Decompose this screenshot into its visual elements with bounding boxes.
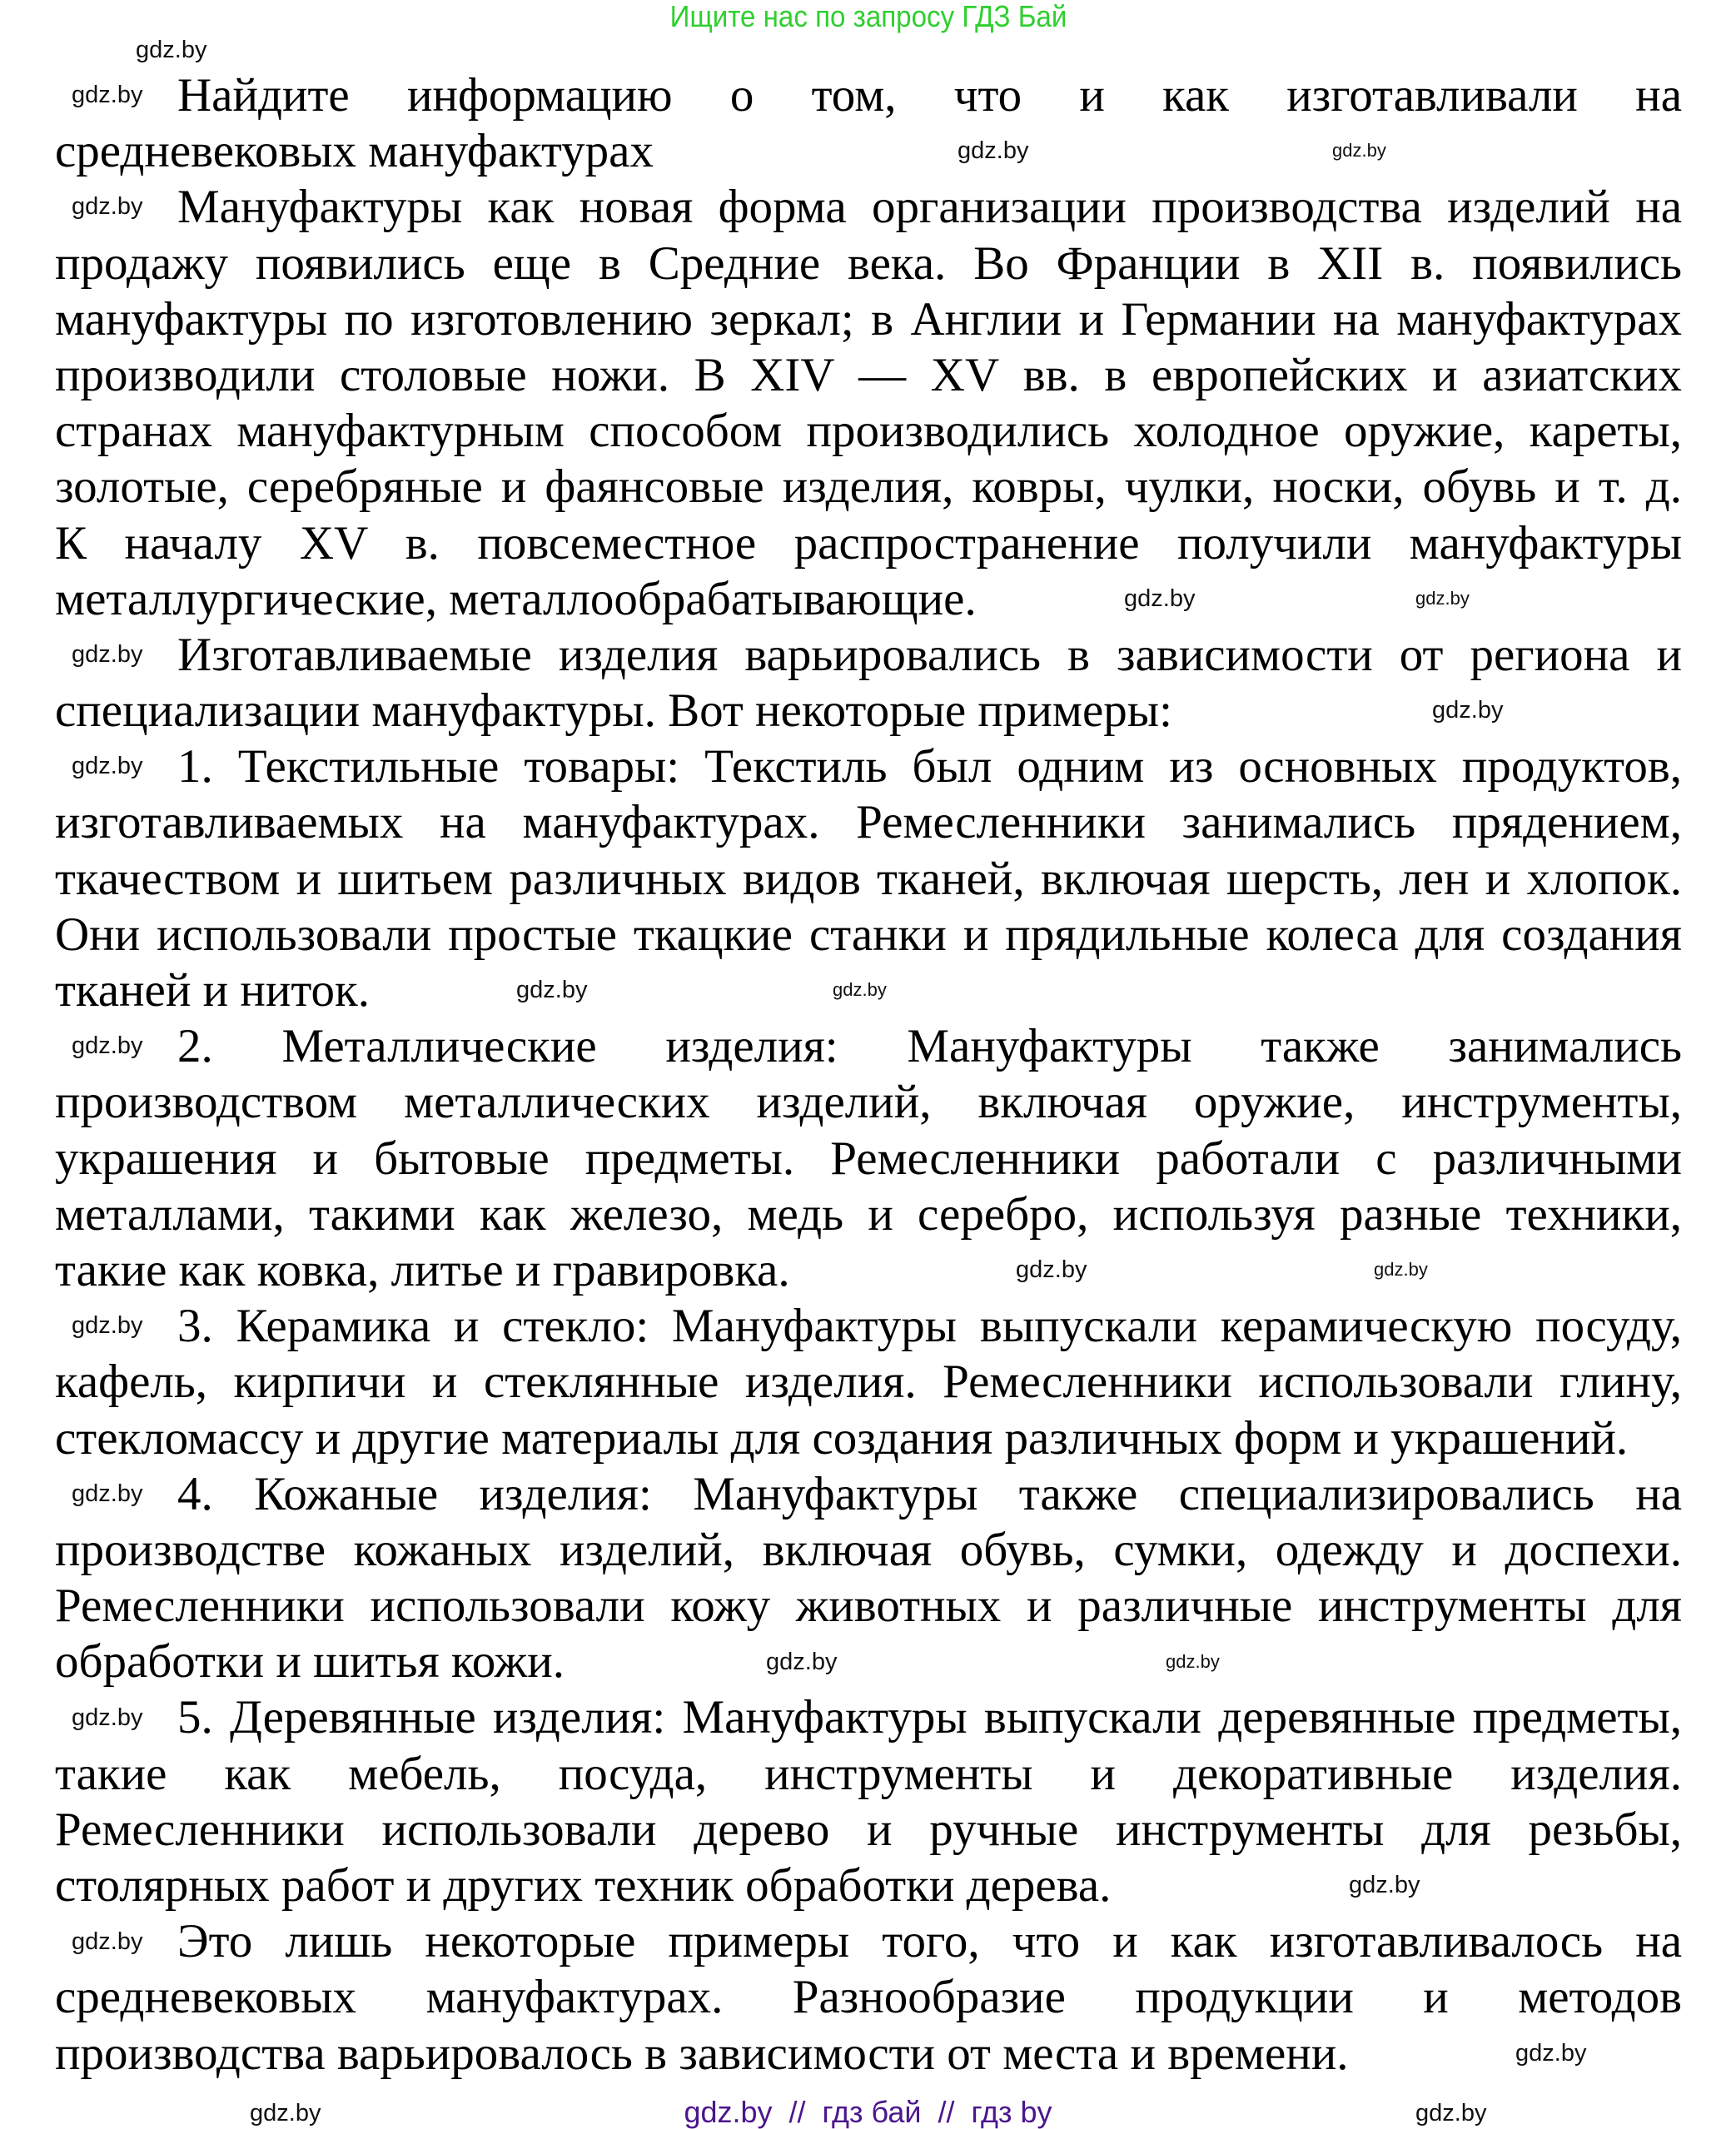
watermark: gdz.by xyxy=(72,82,143,108)
watermark: gdz.by xyxy=(1124,585,1196,612)
watermark: gdz.by xyxy=(72,753,143,779)
watermark: gdz.by xyxy=(250,2100,321,2127)
text-line: Они использовали простые ткацкие станки и прядильные колеса для создания xyxy=(55,908,1682,961)
text-line: такие как мебель, посуда, инструменты и декоративные изделия. xyxy=(55,1747,1682,1800)
watermark: gdz.by xyxy=(72,1480,143,1507)
text-line: продажу появились еще в Средние века. Во Франции в XII в. появились xyxy=(55,236,1682,290)
watermark: gdz.by xyxy=(1016,1256,1087,1283)
watermark: gdz.by xyxy=(72,1312,143,1339)
watermark: gdz.by xyxy=(766,1649,838,1675)
watermark: gdz.by xyxy=(72,1032,143,1059)
text-line: Ремесленники использовали кожу животных и различные инструменты для xyxy=(55,1579,1682,1633)
watermark: gdz.by xyxy=(1515,2040,1587,2067)
paragraph xyxy=(55,1018,1682,1298)
text-line: производства варьировалось в зависимости от места и времени. xyxy=(55,2027,1349,2080)
watermark: gdz.by xyxy=(1415,588,1470,609)
watermark: gdz.by xyxy=(1166,1651,1220,1672)
paragraph xyxy=(55,1298,1682,1466)
text-line: металлургические, металлообрабатывающие. xyxy=(55,572,977,625)
watermark: gdz.by xyxy=(516,977,588,1003)
paragraph xyxy=(55,179,1682,627)
watermark: gdz.by xyxy=(958,137,1029,164)
text-line: производили столовые ножи. В XIV — XV вв. в европейских и азиатских xyxy=(55,348,1682,401)
watermark: gdz.by xyxy=(1415,2100,1487,2127)
text-line: производством металлических изделий, включая оружие, инструменты, xyxy=(55,1076,1682,1129)
text-line: средневековых мануфактурах xyxy=(55,125,654,178)
text-line: 1. Текстильные товары: Текстиль был одним из основных продуктов, xyxy=(177,740,1682,793)
watermark: gdz.by xyxy=(1432,697,1504,724)
watermark: gdz.by xyxy=(1349,1872,1420,1898)
text-line: Изготавливаемые изделия варьировались в зависимости от региона и xyxy=(177,628,1682,681)
text-line: К началу XV в. повсеместное распространение получили мануфактуры xyxy=(55,516,1682,570)
paragraph xyxy=(55,1689,1682,1913)
watermark: gdz.by xyxy=(1374,1259,1428,1280)
text-line: Мануфактуры как новая форма организации производства изделий на xyxy=(177,181,1682,234)
text-line: Это лишь некоторые примеры того, что и как изготавливалось на xyxy=(177,1915,1682,1968)
paragraph xyxy=(55,739,1682,1018)
text-line: странах мануфактурным способом производились холодное оружие, кареты, xyxy=(55,405,1682,458)
text-line: ткачеством и шитьем различных видов тканей, включая шерсть, лен и хлопок. xyxy=(55,852,1682,905)
text-line: специализации мануфактуры. Вот некоторые примеры: xyxy=(55,684,1172,738)
site-footer: gdz.by // гдз бай // гдз by xyxy=(684,2095,1052,2129)
text-line: изготавливаемых на мануфактурах. Ремесленники занимались прядением, xyxy=(55,796,1682,849)
text-line: столярных работ и других техник обработки дерева. xyxy=(55,1859,1112,1912)
watermark: gdz.by xyxy=(72,193,143,220)
search-hint-header: Ищите нас по запросу ГДЗ Бай xyxy=(669,0,1067,33)
text-line: 2. Металлические изделия: Мануфактуры также занимались xyxy=(177,1020,1682,1073)
text-line: Ремесленники использовали дерево и ручные инструменты для резьбы, xyxy=(55,1803,1682,1856)
watermark: gdz.by xyxy=(833,979,887,1000)
text-line: тканей и ниток. xyxy=(55,964,370,1017)
text-line: производстве кожаных изделий, включая обувь, сумки, одежду и доспехи. xyxy=(55,1523,1682,1576)
watermark: gdz.by xyxy=(72,1928,143,1955)
paragraph xyxy=(55,1913,1682,2082)
text-line: украшения и бытовые предметы. Ремесленники работали с различными xyxy=(55,1132,1682,1185)
text-line: металлами, такими как железо, медь и серебро, используя разные техники, xyxy=(55,1187,1682,1241)
paragraph xyxy=(55,1466,1682,1690)
text-line: 4. Кожаные изделия: Мануфактуры также специализировались на xyxy=(177,1467,1682,1520)
text-line: 5. Деревянные изделия: Мануфактуры выпускали деревянные предметы, xyxy=(177,1691,1682,1744)
text-line: средневековых мануфактурах. Разнообразие продукции и методов xyxy=(55,1971,1682,2024)
text-line: 3. Керамика и стекло: Мануфактуры выпускали керамическую посуду, xyxy=(177,1300,1682,1353)
text-line: такие как ковка, литье и гравировка. xyxy=(55,1243,790,1296)
watermark: gdz.by xyxy=(72,1704,143,1731)
document-body xyxy=(55,67,1682,2082)
text-line: мануфактуры по изготовлению зеркал; в Англии и Германии на мануфактурах xyxy=(55,292,1682,346)
text-line: золотые, серебряные и фаянсовые изделия, ковры, чулки, носки, обувь и т. д. xyxy=(55,460,1682,514)
text-line: кафель, кирпичи и стеклянные изделия. Ремесленники использовали глину, xyxy=(55,1355,1682,1409)
text-line: Найдите информацию о том, что и как изготавливали на xyxy=(177,69,1682,122)
watermark: gdz.by xyxy=(72,641,143,668)
text-line: обработки и шитья кожи. xyxy=(55,1635,565,1689)
watermark: gdz.by xyxy=(1332,140,1386,161)
text-line: стекломассу и другие материалы для создания различных форм и украшений. xyxy=(55,1411,1629,1465)
paragraph xyxy=(55,67,1682,179)
watermark: gdz.by xyxy=(136,37,207,63)
